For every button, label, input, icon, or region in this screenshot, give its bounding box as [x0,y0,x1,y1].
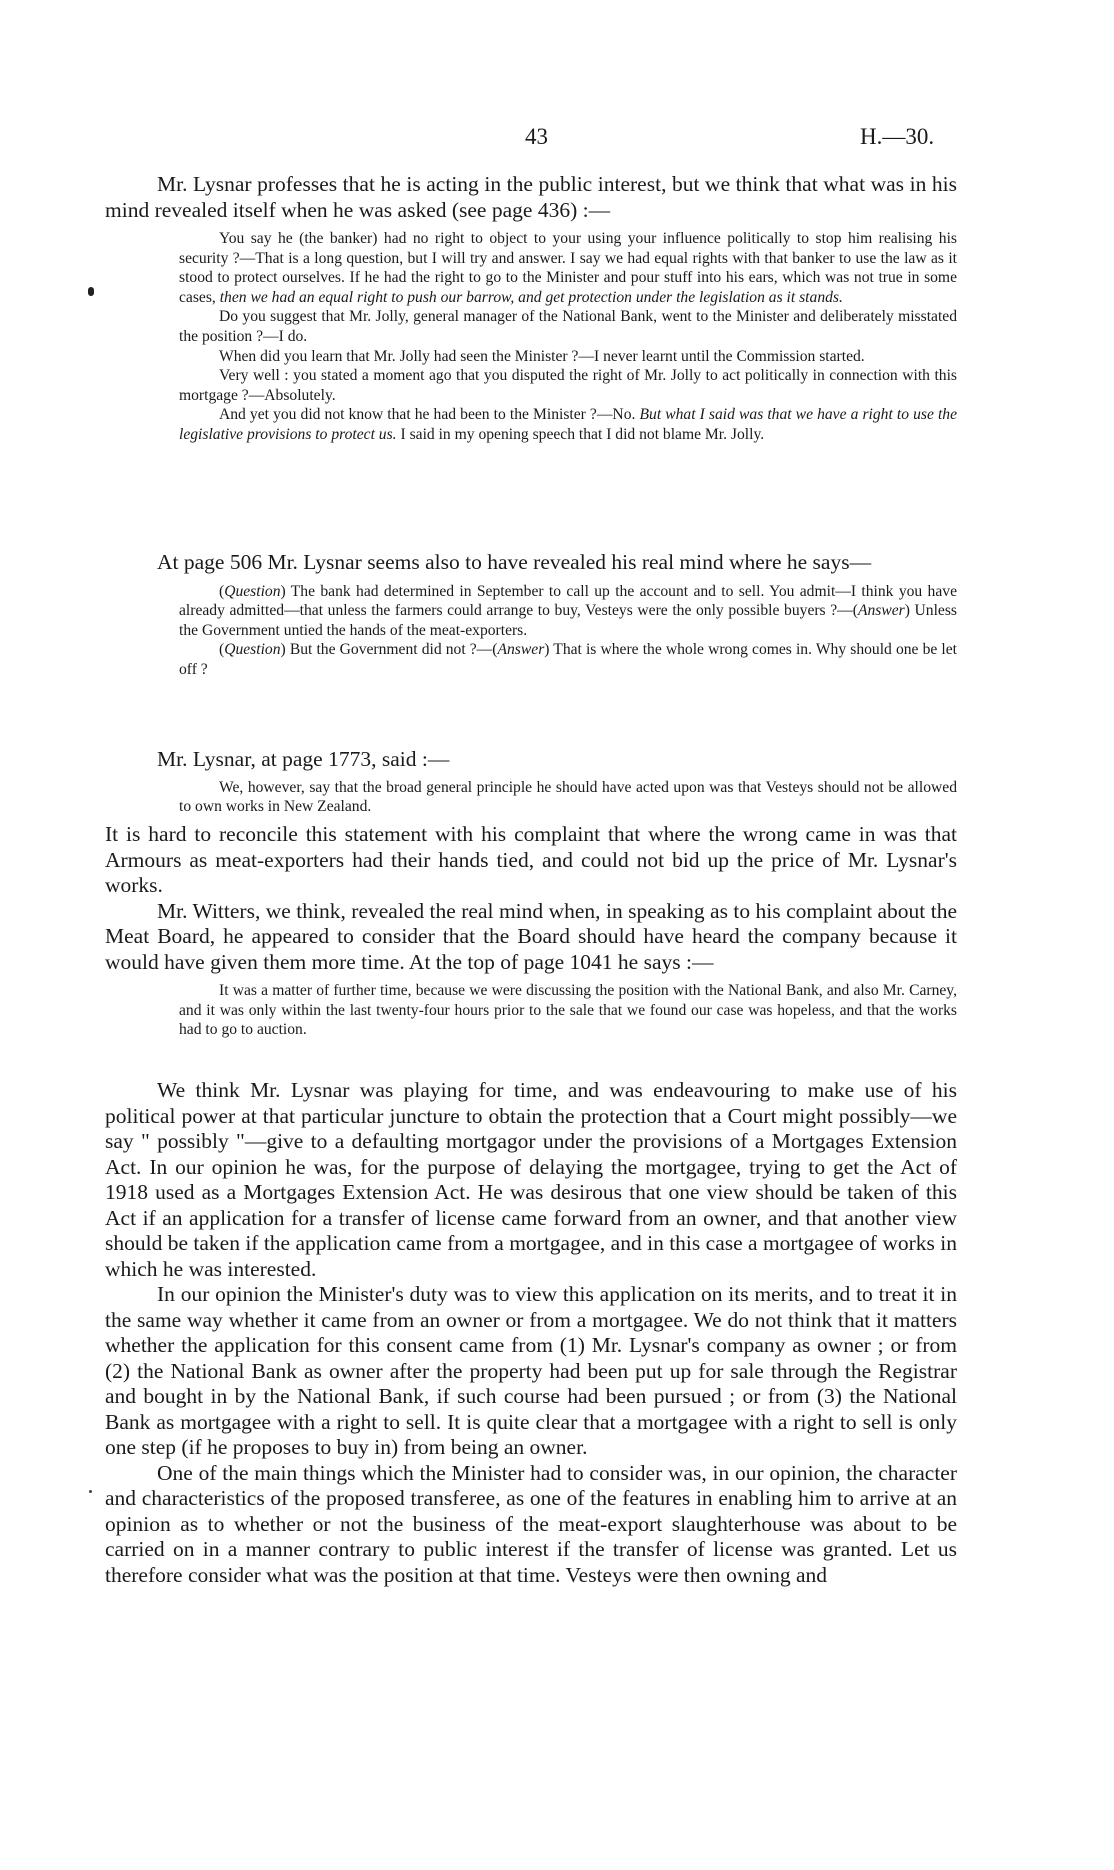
quote-paragraph: Do you suggest that Mr. Jolly, general manager of the National Bank, went to the Minister and deliberately misstated the position ?—I do. [179,308,957,345]
paragraph: In our opinion the Minister's duty was to view this application on its merits, and to treat it in the same way whether it came from an owner or from a mortgagee. We do not think that it matters whether the application for this consent came from (1) Mr. Lysnar's company as owner ; or from (2) the National Bank as owner after the property had been put up for sale through the Registrar and bought in by the National Bank, if such course had been pursued ; or from (3) the National Bank as mortgagee with a right to sell. It is quite clear that a mortgagee with a right to sell is only one step (if he proposes to buy in) from being an owner. [105,1282,957,1459]
section-page-506 [105,550,957,679]
margin-mark [89,1490,92,1493]
quote-text: And yet you did not know that he had been to the Minister ?—No. [219,406,636,424]
paragraph: We think Mr. Lysnar was playing for time, and was endeavouring to make use of his political power at that particular juncture to obtain the protection that a Court might possibly—we say " possibly "—give to a defaulting mortgagor under the provisions of a Mortgages Extension Act. In our opinion he was, for the purpose of delaying the mortgagee, trying to get the Act of 1918 used as a Mortgages Extension Act. He was desirous that one view should be taken of this Act if an application for a transfer of license came forward from an owner, and that another view should be taken if the application came from a mortgagee, and in this case a mortgagee of works in which he was interested. [105,1078,957,1281]
quotation [179,778,957,817]
paper-reference: H.—30. [860,124,935,149]
quote-paragraph: When did you learn that Mr. Jolly had seen the Minister ?—I never learnt until the Commission started. [219,347,865,365]
quote-paragraph: We, however, say that the broad general principle he should have acted upon was that Vesteys should not be allowed to own works in New Zealand. [179,778,957,816]
quote-text: You say he (the banker) had no right to object to your using your influence politically to stop him realising his security ?—That is a long question, but I will try and answer. I say we had equal rights with that banker to use the law as it stood to protect ourselves. If he had the right to go to the Minister and pour stuff into his ears, which was not true in some cases, [179,230,957,306]
section-witters [105,822,957,1040]
paragraph: Mr. Lysnar professes that he is acting in the public interest, but we think that what was in his mind revealed itself when he was asked (see page 436) :— [105,172,957,222]
paragraph: Mr. Witters, we think, revealed the real mind when, in speaking as to his complaint about the Meat Board, he appeared to consider that the Board should have heard the company because it would have given them more time. At the top of page 1041 he says :— [105,898,957,974]
quote-italic-text: then we had an equal right to push our barrow, and get protection under the legislation as it stands. [219,288,843,306]
section-page-1773 [105,747,957,817]
margin-mark [88,287,94,296]
quotation [179,582,957,680]
quote-paragraph: It was a matter of further time, because we were discussing the position with the National Bank, and also Mr. Carney, and it was only within the last twenty-four hours prior to the sale that we found our case was hopeless, and that the works had to go to auction. [179,982,957,1039]
quote-text: ) Unless the Government untied the hands of the meat-exporters. [179,602,957,639]
paragraph: It is hard to reconcile this statement with his complaint that where the wrong came in was that Armours as meat-exporters had their hands tied, and could not bid up the price of Mr. Lysnar's works. [105,822,957,897]
quote-paragraph: Very well : you stated a moment ago that you disputed the right of Mr. Jolly to act politically in connection with this mortgage ?—Absolutely. [179,367,957,404]
paragraph: At page 506 Mr. Lysnar seems also to have revealed his real mind where he says— [157,550,872,574]
quote-text: But the Government did not ?—( [289,641,498,659]
quotation [179,981,957,1040]
question-label: Question [224,582,281,600]
quote-italic-text: But what I said was that we have a right to use the legislative provisions to protect us. [179,406,958,443]
quote-paragraph [179,405,957,444]
section-conclusions [105,1078,957,1588]
quote-paragraph: (Question) But the Government did not ?—(Answer) That is where the whole wrong comes in. Why should one be let off ? [179,641,958,678]
page-number: 43 [525,124,548,149]
quote-text: ) That is where the whole wrong comes in. Why should one be let off ? [179,641,958,678]
section-lysnar-public-interest [105,172,957,445]
answer-label: Answer [497,641,545,659]
quote-paragraph [179,229,957,307]
paragraph: Mr. Lysnar, at page 1773, said :— [157,747,450,771]
paragraph: One of the main things which the Minister had to consider was, in our opinion, the character and characteristics of the proposed transferee, as one of the features in enabling him to arrive at an opinion as to whether or not the business of the meat-export slaughterhouse was about to be carried on in a manner contrary to public interest if the transfer of license was granted. Let us therefore consider what was the position at that time. Vesteys were then owning and [105,1460,957,1587]
question-label: Question [224,641,281,659]
quote-text: I said in my opening speech that I did not blame Mr. Jolly. [400,425,765,443]
answer-label: Answer [857,602,905,620]
quotation [179,229,957,445]
quote-text: The bank had determined in September to call up the account and to sell. You admit—I think you have already admitted—that unless the farmers could arrange to buy, Vesteys were the only possible buyers ?—( [179,582,957,620]
quote-paragraph: (Question) The bank had determined in September to call up the account and to sell. You admit—I think you have already admitted—that unless the farmers could arrange to buy, Vesteys were the only possible buyers ?—(Answer) Unless the Government untied the hands of the meat-exporters. [179,582,957,639]
